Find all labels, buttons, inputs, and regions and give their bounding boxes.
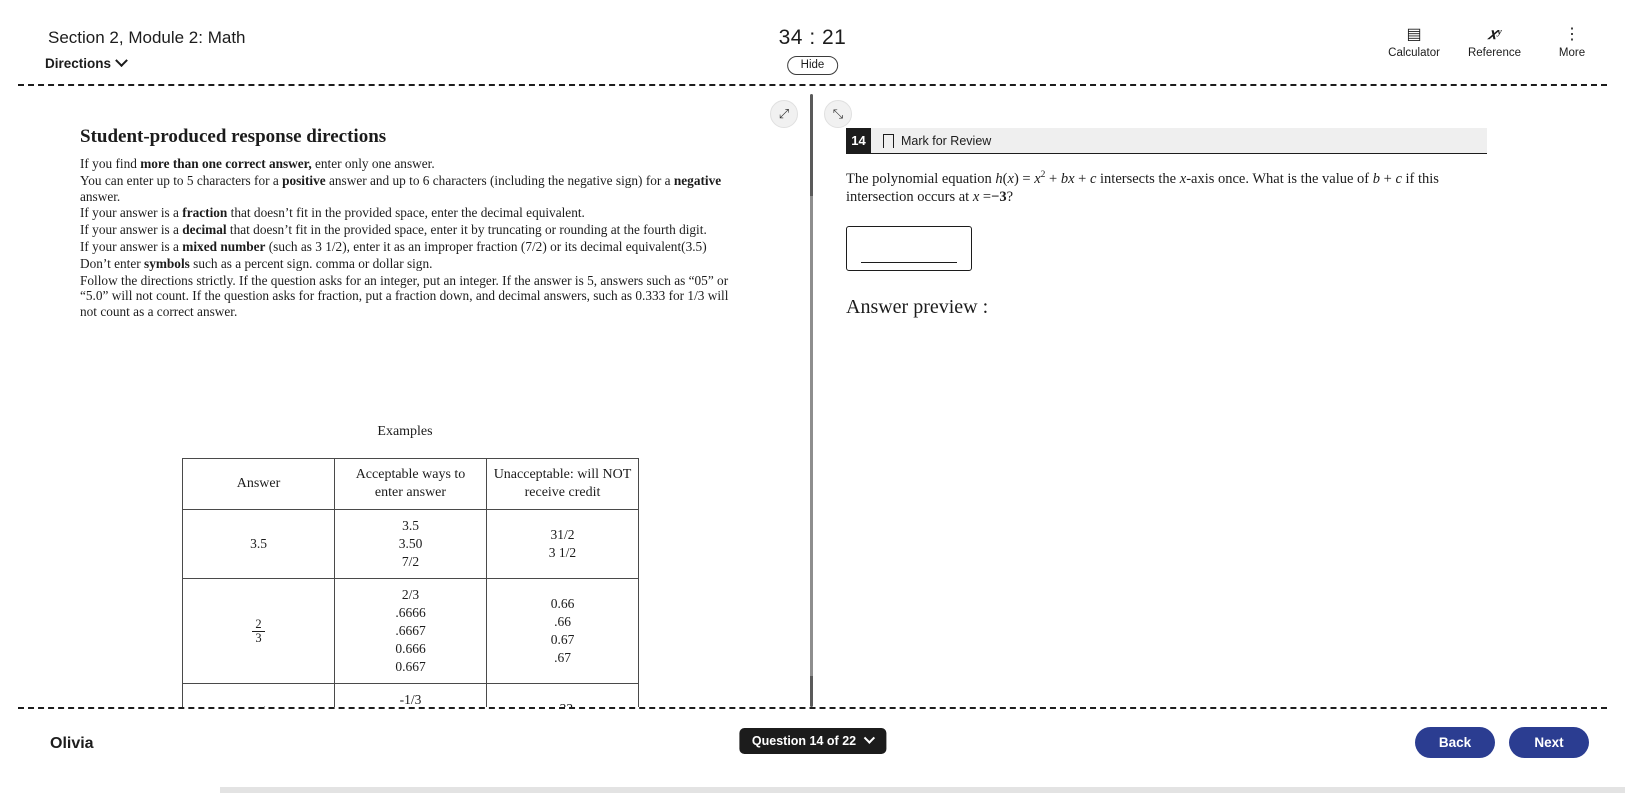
question-text-part1: The polynomial equation xyxy=(846,170,996,187)
examples-caption: Examples xyxy=(377,424,433,439)
header-tools xyxy=(1388,26,1595,59)
table-header-row xyxy=(183,459,639,510)
directions-title: Student-produced response directions xyxy=(80,126,387,147)
question-bar xyxy=(846,128,1487,153)
column-header-answer: Answer xyxy=(183,459,335,510)
reference-label: Reference xyxy=(1467,47,1521,59)
cell-acceptable: -1/3 xyxy=(335,684,487,753)
question-number-badge: 14 xyxy=(846,128,871,153)
next-button[interactable]: Next xyxy=(1509,727,1589,758)
fraction-two-thirds: $\frac{2}{3}$ xyxy=(252,618,264,645)
timer: 34 : 21 xyxy=(778,26,847,49)
directions-line: If you find more than one correct answer, enter only one answer. xyxy=(80,156,435,171)
answer-preview-label: Answer preview : xyxy=(846,296,989,318)
directions-line: Follow the directions strictly. If the question asks for an integer, put an integer. If the answer is 5, answers such as “05” or “5.0” will not count. If the question asks for fraction, put a fraction down, and decimal answers, such as 0.333 for 1/3 will not count as a correct answer. xyxy=(80,272,729,320)
directions-pane xyxy=(0,86,844,707)
question-text-part2: intersects the xyxy=(1096,170,1180,187)
mark-for-review-label: Mark for Review xyxy=(901,133,992,148)
answer-input[interactable] xyxy=(846,226,972,271)
body xyxy=(0,86,1625,707)
column-header-unacceptable: Unacceptable: will NOT receive credit xyxy=(487,459,639,510)
mark-for-review-button[interactable] xyxy=(883,134,991,148)
page-title: Section 2, Module 2: Math xyxy=(48,28,246,47)
directions-line: If your answer is a fraction that doesn’t fit in the provided space, enter the decimal equivalent. xyxy=(80,205,585,221)
question-text-part4: if this intersection occurs at xyxy=(846,170,1439,205)
question-selector-label: Question 14 of 22 xyxy=(751,734,857,748)
cell-unacceptable: 31/2 3 1/2 xyxy=(487,510,639,579)
footer xyxy=(0,707,1625,793)
directions-line: You can enter up to 5 characters for a positive answer and up to 6 characters (including the negative sign) for a negative answer. xyxy=(80,172,722,204)
reference-button[interactable] xyxy=(1468,26,1521,59)
cell-unacceptable: 0.66 .66 0.67 .67 xyxy=(487,579,639,684)
hide-timer-button[interactable]: Hide xyxy=(787,56,839,75)
chevron-down-icon xyxy=(863,733,874,744)
table-row xyxy=(183,510,639,579)
footer-nav xyxy=(1415,727,1589,758)
reference-icon: 𝑥ʸ xyxy=(1487,26,1502,43)
more-button[interactable] xyxy=(1549,26,1595,59)
more-label: More xyxy=(1558,47,1586,59)
expand-right-icon[interactable]: ⤡ xyxy=(824,100,852,128)
question-text-part3: -axis once. What is the value of xyxy=(1186,170,1373,187)
directions-line: If your answer is a decimal that doesn’t fit in the provided space, enter it by truncating or rounding at the fourth digit. xyxy=(80,222,707,238)
bottom-strip xyxy=(220,787,1625,793)
back-button[interactable]: Back xyxy=(1415,727,1495,758)
directions-line: Don’t enter symbols such as a percent sign. comma or dollar sign. xyxy=(80,255,433,271)
question-axis-var: x xyxy=(1179,170,1187,187)
directions-line: If your answer is a mixed number (such as 3 1/2), enter it as an improper fraction (7/2) or its decimal equivalent(3.5) xyxy=(80,238,707,254)
cell-acceptable: 2/3 .6666 .6667 0.666 0.667 xyxy=(335,579,487,684)
calculator-icon: ▤ xyxy=(1406,26,1422,43)
chevron-down-icon xyxy=(115,54,128,67)
table-row xyxy=(183,579,639,684)
calculator-button[interactable] xyxy=(1388,26,1440,59)
column-header-acceptable: Acceptable ways to enter answer xyxy=(335,459,487,510)
bookmark-icon xyxy=(883,134,894,148)
expand-left-icon[interactable]: ⤢ xyxy=(770,100,798,128)
pane-scrollbar[interactable] xyxy=(810,196,813,676)
header xyxy=(0,0,1625,86)
student-name: Olivia xyxy=(50,735,94,752)
question-text-part5: ? xyxy=(1006,188,1014,205)
calculator-label: Calculator xyxy=(1388,47,1440,59)
question-selector[interactable] xyxy=(739,728,886,754)
question-bar-underline xyxy=(846,153,1487,154)
cell-answer: 3.5 xyxy=(183,510,335,579)
footer-divider xyxy=(18,707,1607,709)
cell-acceptable: 3.5 3.50 7/2 xyxy=(335,510,487,579)
question-formula-h: h xyxy=(995,170,1003,187)
directions-content xyxy=(80,126,740,321)
more-icon: ⋮ xyxy=(1564,26,1580,43)
question-text: The polynomial equation $h(x) = x^2$ + bx + c intersects the x-axis once. What is the value of b + c if this intersection occurs at x =−3? xyxy=(846,170,1439,205)
directions-label: Directions xyxy=(45,56,112,71)
question-pane xyxy=(826,86,1625,707)
directions-toggle[interactable] xyxy=(45,56,126,71)
cell-answer xyxy=(183,579,335,684)
